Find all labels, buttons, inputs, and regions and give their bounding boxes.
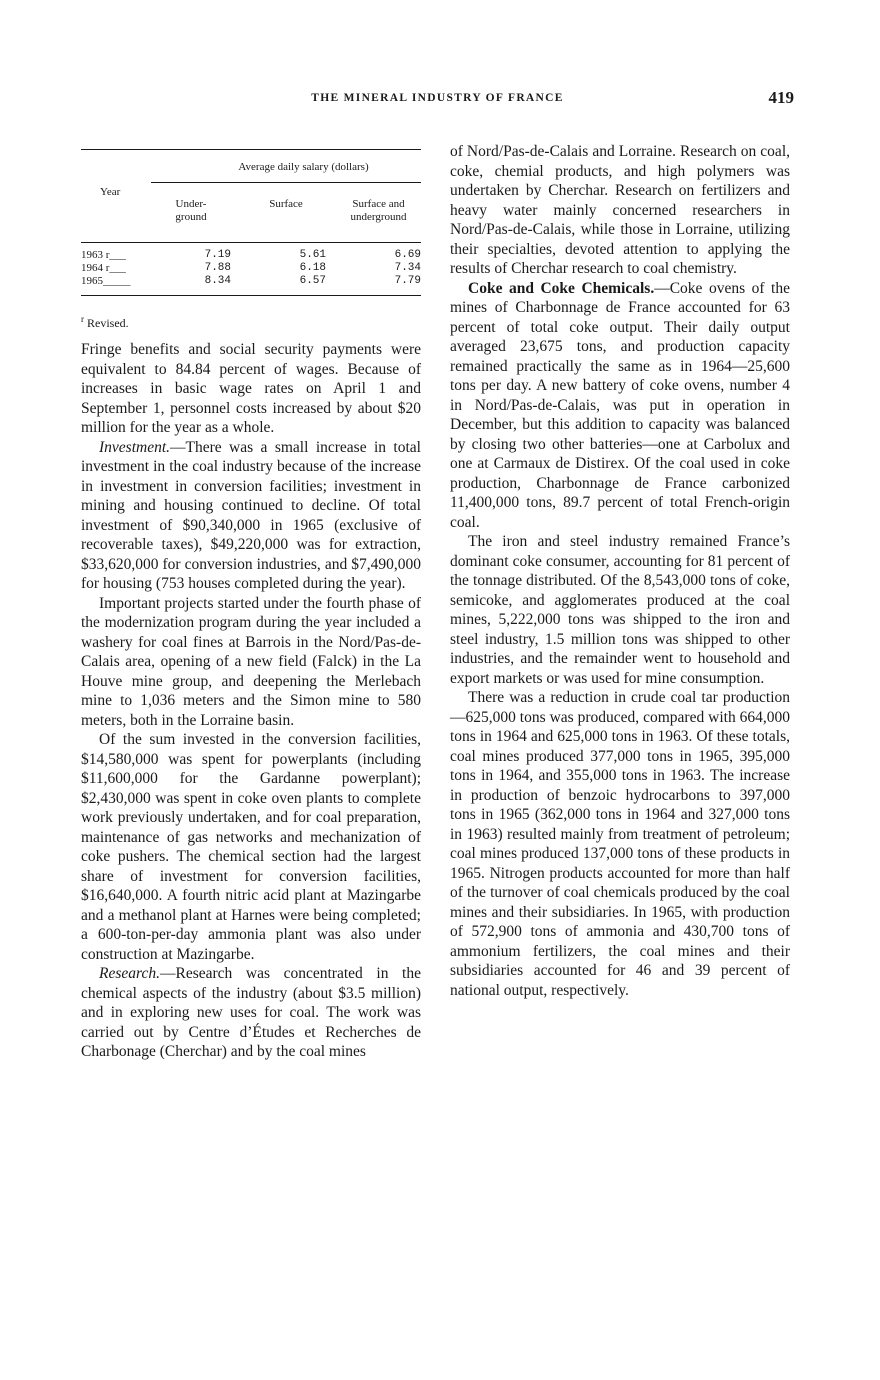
table-bottom-rule (81, 295, 421, 296)
left-column (81, 142, 421, 1062)
heading-coke: Coke and Coke Chemicals. (468, 279, 655, 297)
paragraph-projects: Important projects started under the fourth phase of the modernization program during the year included a washery for coal fines at Barrois in the Nord/Pas-de-Calais area, opening of a new field (Falck) in the La Houve mine group, and deepening the Merlebach mine to 1,036 meters and the Simon mine to 580 meters, both in the Lorraine basin. (81, 594, 421, 729)
table-spanner-rule (151, 182, 421, 183)
paragraph-research-continued: of Nord/Pas-de-Calais and Lorraine. Research on coal, coke, chemial products, and high polymers was undertaken by Cherchar. Research on fertilizers and heavy water mainly concerned researchers in Nord/Pas-de-Calais, while those in Lorraine, utilizing their specialties, devoted attention to applying the results of Cherchar research to coal chemistry. (450, 143, 790, 277)
salary-table (81, 142, 421, 340)
table-spanner-header: Average daily salary (dollars) (238, 161, 369, 173)
coke-text: —Coke ovens of the mines of Charbonnage de France accounted for 63 percent of total coke output. Their daily output averaged 23,675 tons, and production capacity remained practically the same as in 1964—25,600 tons per day. A new battery of coke ovens, number 4 in Nord/Pas-de-Calais, was put in operation in December, but this addition to capacity was balanced by closing two other batteries—one at Carbolux and one at Carmaux de Distirex. Of the coal used in coke production, Charbonnage de France carbonized 11,400,000 tons, 89.7 percent of total French-origin coal. (450, 279, 790, 531)
paragraph-fringe-benefits: Fringe benefits and social security payments were equivalent to 84.84 percent of wages. Because of increases in basic wage rates on April 1 and September 1, personnel costs increased by about $20 million for the year as a whole. (81, 341, 421, 436)
paragraph-coke (450, 279, 790, 533)
table-cell-surface: 5.61 (299, 249, 326, 261)
paragraph-investment (81, 438, 421, 594)
table-col-underground-2: ground (175, 211, 207, 223)
table-cell-both: 7.79 (394, 275, 421, 287)
heading-investment: Investment. (99, 438, 171, 456)
table-cell-year: 1965_____ (81, 275, 131, 287)
paragraph-research (81, 964, 421, 1062)
research-text: —Research was concentrated in the chemical aspects of the industry (about $3.5 million) and in exploring new uses for coal. The work was carried out by Centre d’Études et Recherches de Charbonage (Cherchar) and by the coal mines (81, 965, 421, 1060)
table-footnote (81, 314, 129, 331)
right-column (450, 142, 790, 1000)
table-col-both-1: Surface and (352, 198, 405, 210)
table-cell-surface: 6.57 (299, 275, 326, 287)
running-title: THE MINERAL INDUSTRY OF FRANCE (311, 92, 564, 104)
table-cell-underground: 7.88 (204, 262, 231, 274)
footnote-text: Revised. (87, 316, 129, 330)
paragraph-coal-tar: There was a reduction in crude coal tar production—625,000 tons was produced, compared with 664,000 tons in 1964 and 625,000 tons in 1963. Of these totals, coal mines produced 377,000 tons in 1965, 395,000 tons in 1964, and 355,000 tons in 1963. The increase in production of benzoic hydrocarbons to 397,000 tons in 1965 (362,000 tons in 1964 and 327,000 tons in 1963) resulted mainly from treatment of petroleum; coal mines produced 137,000 tons of these products in 1965. Nitrogen products accounted for more than half of the turnover of coal chemicals produced by the coal mines and their subsidiaries. In 1965, with production of 572,900 tons of ammonia and 430,700 tons of ammonium fertilizers, the coal mines and their subsidiaries accounted for 46 and 39 percent of national output, respectively. (450, 689, 790, 999)
footnote-mark: r (81, 314, 84, 324)
table-col-underground-1: Under- (175, 198, 207, 210)
table-col-both-2: underground (350, 211, 407, 223)
table-cell-surface: 6.18 (299, 262, 326, 274)
page-number: 419 (768, 88, 794, 107)
heading-research: Research. (99, 965, 160, 982)
paragraph-iron-steel: The iron and steel industry remained France’s dominant coke consumer, accounting for 81 percent of the tonnage distributed. Of the 8,543,000 tons of coke, semicoke, and agglomerates produced at the coal mines, 5,222,000 tons was shipped to the iron and steel industry, 1.5 million tons was shipped to other industries, and the remainder went to household and export markets or was used for mine consumption. (450, 533, 790, 687)
table-cell-year: 1963 r___ (81, 249, 126, 261)
table-cell-year: 1964 r___ (81, 262, 126, 274)
table-cell-underground: 8.34 (204, 275, 231, 287)
table-col-surface: Surface (269, 198, 303, 210)
investment-text: —There was a small increase in total investment in the coal industry because of the increase in investment in conversion facilities; investment in mining and housing continued to decline. Of total investment of $90,340,000 in 1965 (exclusive of recoverable taxes), $49,220,000 was for extraction, $33,620,000 for conversion industries, and $7,490,000 for housing (753 houses completed during the year). (81, 438, 421, 592)
table-top-rule (81, 149, 421, 150)
table-cell-both: 7.34 (394, 262, 421, 274)
table-cell-both: 6.69 (394, 249, 421, 261)
table-cell-underground: 7.19 (204, 249, 231, 261)
table-header-rule (81, 242, 421, 243)
paragraph-conversion: Of the sum invested in the conversion facilities, $14,580,000 was spent for powerplants (including $11,600,000 for the Gardanne powerplant); $2,430,000 was spent in coke oven plants to complete work previously undertaken, and for coal preparation, maintenance of gas networks and mechanization of coke pushers. The chemical section had the largest share of investment for conversion facilities, $16,640,000. A fourth nitric acid plant at Mazingarbe and a methanol plant at Harnes were being completed; a 600-ton-per-day ammonia plant was also under construction at Mazingarbe. (81, 731, 421, 963)
table-stub-header: Year (100, 186, 121, 198)
